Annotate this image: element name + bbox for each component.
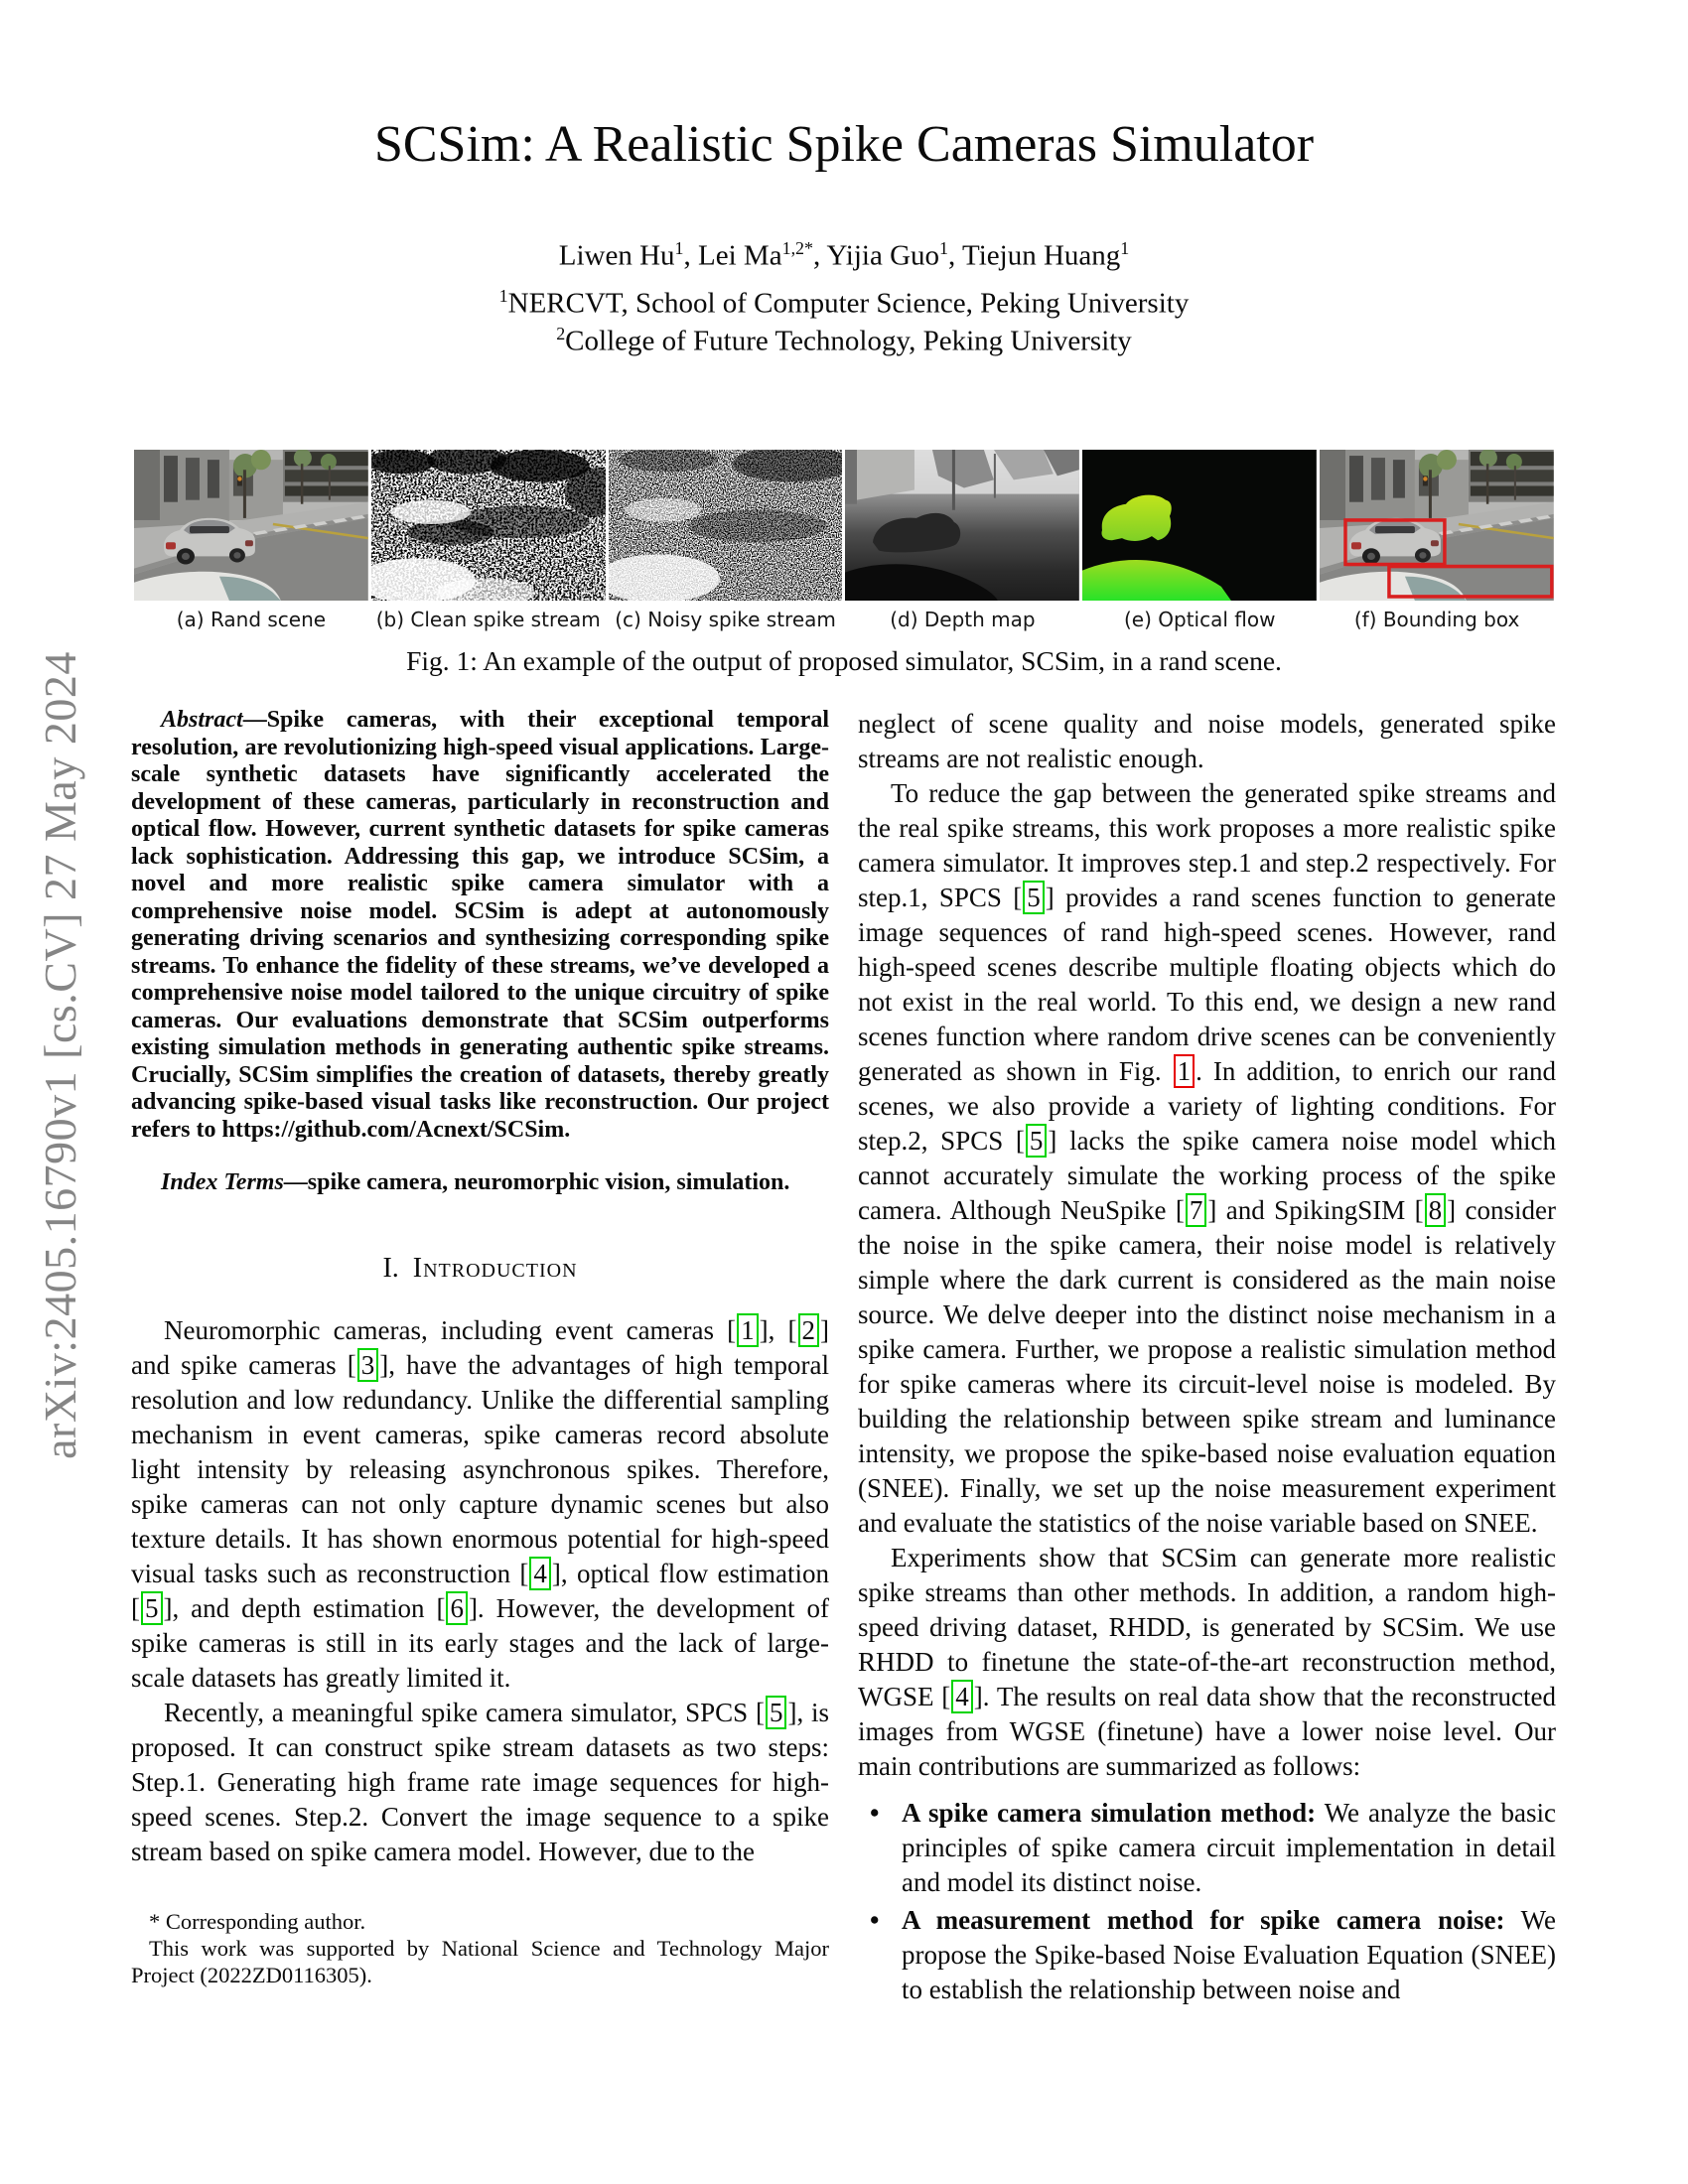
- superscript: 1: [674, 238, 684, 258]
- citation-link[interactable]: 8: [1425, 1193, 1447, 1227]
- superscript: 2: [556, 324, 566, 343]
- bold-text: —Spike cameras, with their exceptional temporal resolution, are revolutionizing high-speed visual applications. Large-scale synthetic datasets have significantly accelerated the development of these cameras, particularly in reconstruction and optical flow. However, current synthetic datasets for spike cameras lack sophistication. Addressing this gap, we introduce SCSim, a novel and more realistic spike camera simulator with a comprehensive noise model. SCSim is adept at autonomously generating driving scenarios and synthesizing corresponding spike streams. To enhance the fidelity of these streams, we’ve developed a comprehensive noise model tailored to the unique circuitry of spike cameras. Our evaluations demonstrate that SCSim outperforms existing simulation methods in generating authentic spike streams. Crucially, SCSim simplifies the creation of datasets, thereby greatly advancing spike-based visual tasks like reconstruction. Our project refers to https://github.com/Acnext/SCSim.: [131, 707, 829, 1143]
- section-heading-introduction: [131, 1251, 829, 1286]
- footnote-corresponding-author: * Corresponding author.: [149, 1909, 366, 1934]
- contribution-item-2: [858, 1903, 1556, 2007]
- superscript: 1,2*: [781, 238, 814, 258]
- figure-1-caption: Fig. 1: An example of the output of proposed simulator, SCSim, in a rand scene.: [406, 645, 1282, 676]
- page-title: SCSim: A Realistic Spike Cameras Simulator: [373, 116, 1315, 173]
- citation-link[interactable]: 5: [1023, 881, 1045, 914]
- contribution-item-2-text: A measurement method for spike camera noise: We propose the Spike-based Noise Evaluation Equation (SNEE) to establish the relationship between noise and: [902, 1905, 1556, 2004]
- panel-label-e: (e) Optical flow: [1123, 608, 1276, 631]
- figure-panel-optical-flow: [1082, 450, 1317, 631]
- bold-text: —spike camera, neuromorphic vision, simulation.: [283, 1169, 790, 1195]
- contribution-item-1: [858, 1796, 1556, 1900]
- depth-map-image: [845, 450, 1079, 601]
- right-column: [858, 707, 1556, 2007]
- rand-scene-image: [134, 450, 368, 601]
- optical-flow-image: [1082, 450, 1317, 601]
- figure-panel-noisy-spike: [609, 450, 843, 631]
- bold-text: A measurement method for spike camera noise:: [902, 1905, 1505, 1935]
- citation-link[interactable]: 3: [357, 1348, 379, 1382]
- figure-panel-depth-map: [845, 450, 1079, 631]
- citation-link[interactable]: 5: [766, 1696, 787, 1729]
- left-column: [131, 707, 829, 1869]
- figure-1-strip: [134, 450, 1554, 631]
- intro-paragraph-2: Recently, a meaningful spike camera simulator, SPCS [ 5 ], is proposed. It can construct spike stream datasets as two steps: Step.1. Generating high frame rate image sequences for high-speed scenes. Step.2. Convert the image sequence to a spike stream based on spike camera model. However, due to the: [131, 1697, 829, 1866]
- clean-spike-stream-image: [371, 450, 606, 601]
- panel-label-d: (d) Depth map: [890, 608, 1036, 631]
- contribution-list: [858, 1796, 1556, 2007]
- superscript: 1: [939, 238, 949, 258]
- right-paragraph-2: To reduce the gap between the generated spike streams and the real spike streams, this work proposes a more realistic spike camera simulator. It improves step.1 and step.2 respectively. For step.1, SPCS [ 5 ] provides a rand scenes function to generate image sequences of rand high-speed scenes. However, rand high-speed scenes describe multiple floating objects which do not exist in the real world. To this end, we design a new rand scenes function where random drive scenes can be conveniently generated as shown in Fig. 1 . In addition, to enrich our rand scenes, we also provide a variety of lighting conditions. For step.2, SPCS [ 5 ] lacks the spike camera noise model which cannot accurately simulate the working process of the spike camera. Although NeuSpike [ 7 ] and SpikingSIM [ 8 ] consider the noise in the spike camera, their noise model is relatively simple where the dark current is considered as the main noise source. We delve deeper into the distinct noise mechanism in a spike camera. Further, we propose a realistic simulation method for spike cameras where its circuit-level noise is modeled. By building the relationship between spike stream and luminance intensity, we propose the spike-based noise evaluation equation (SNEE). Finally, we set up the noise measurement experiment and evaluate the statistics of the noise variable based on SNEE.: [858, 778, 1557, 1538]
- bold-text: A spike camera simulation method:: [902, 1798, 1317, 1828]
- panel-label-a: (a) Rand scene: [176, 608, 327, 631]
- superscript: 1: [498, 286, 508, 306]
- citation-link[interactable]: 7: [1186, 1193, 1207, 1227]
- affiliation-1: $^1$NERCVT, School of Computer Science, Peking University: [498, 286, 1190, 320]
- bounding-box-image: [1320, 450, 1554, 601]
- panel-label-c: (c) Noisy spike stream: [615, 608, 836, 631]
- citation-link[interactable]: 4: [529, 1557, 551, 1590]
- contribution-item-1-text: A spike camera simulation method: We analyze the basic principles of spike camera circuit implementation in detail and model its distinct noise.: [902, 1798, 1556, 1897]
- superscript: 1: [1120, 238, 1130, 258]
- citation-link[interactable]: 1: [737, 1313, 759, 1347]
- arxiv-watermark: arXiv:2405.16790v1 [cs.CV] 27 May 2024: [35, 651, 85, 1459]
- citation-link[interactable]: 2: [798, 1313, 820, 1347]
- citation-link[interactable]: 6: [446, 1591, 468, 1625]
- panel-label-b: (b) Clean spike stream: [375, 608, 601, 631]
- intro-paragraph-1: Neuromorphic cameras, including event cameras [ 1 ], [ 2 ] and spike cameras [ 3 ], have the advantages of high temporal resolution and low redundancy. Unlike the differential sampling mechanism in event cameras, spike cameras record absolute light intensity by releasing asynchronous spikes. Therefore, spike cameras can not only capture dynamic scenes but also texture details. It has shown enormous potential for high-speed visual tasks such as reconstruction [ 4 ], optical flow estimation [ 5 ], and depth estimation [ 6 ]. However, the development of spike cameras is still in its early stages and the lack of large-scale datasets has greatly limited it.: [131, 1314, 830, 1693]
- section-title: Introduction: [412, 1252, 578, 1284]
- footnote-block: [131, 1908, 829, 1988]
- right-paragraph-1: neglect of scene quality and noise models, generated spike streams are not realistic enough.: [858, 709, 1556, 773]
- bullet-marker: •: [870, 1905, 880, 1935]
- citation-link[interactable]: 5: [141, 1591, 163, 1625]
- index-terms-paragraph: [131, 1169, 829, 1197]
- noisy-spike-stream-image: [609, 450, 843, 601]
- panel-label-f: (f) Bounding box: [1353, 608, 1520, 631]
- figure-panel-rand-scene: [134, 450, 368, 631]
- bullet-marker: •: [870, 1798, 880, 1828]
- figure-reference-link[interactable]: 1: [1174, 1054, 1196, 1088]
- citation-link[interactable]: 5: [1026, 1124, 1048, 1158]
- affiliation-2: $^2$College of Future Technology, Peking University: [556, 324, 1132, 357]
- bold-italic-text: Abstract: [161, 707, 243, 733]
- author-line: Liwen Hu$^1$, Lei $Ma^{1,2*}$, Yijia Guo$^1$, Tiejun Huang$^1$: [558, 238, 1130, 272]
- section-number: I.: [382, 1252, 399, 1284]
- footnote-funding: This work was supported by National Science and Technology Major Project (2022ZD0116305).: [131, 1936, 829, 1987]
- figure-panel-bounding-box: [1320, 450, 1554, 631]
- abstract-paragraph: [131, 707, 829, 1144]
- right-paragraph-3: Experiments show that SCSim can generate more realistic spike streams than other methods. In addition, a random high-speed driving dataset, RHDD, is generated by SCSim. We use RHDD to finetune the state-of-the-art reconstruction method, WGSE [ 4 ]. The results on real data show that the reconstructed images from WGSE (finetune) have a lower noise level. Our main contributions are summarized as follows:: [858, 1543, 1556, 1781]
- bold-italic-text: Index Terms: [161, 1169, 284, 1195]
- figure-panel-clean-spike: [371, 450, 606, 631]
- citation-link[interactable]: 4: [951, 1680, 973, 1713]
